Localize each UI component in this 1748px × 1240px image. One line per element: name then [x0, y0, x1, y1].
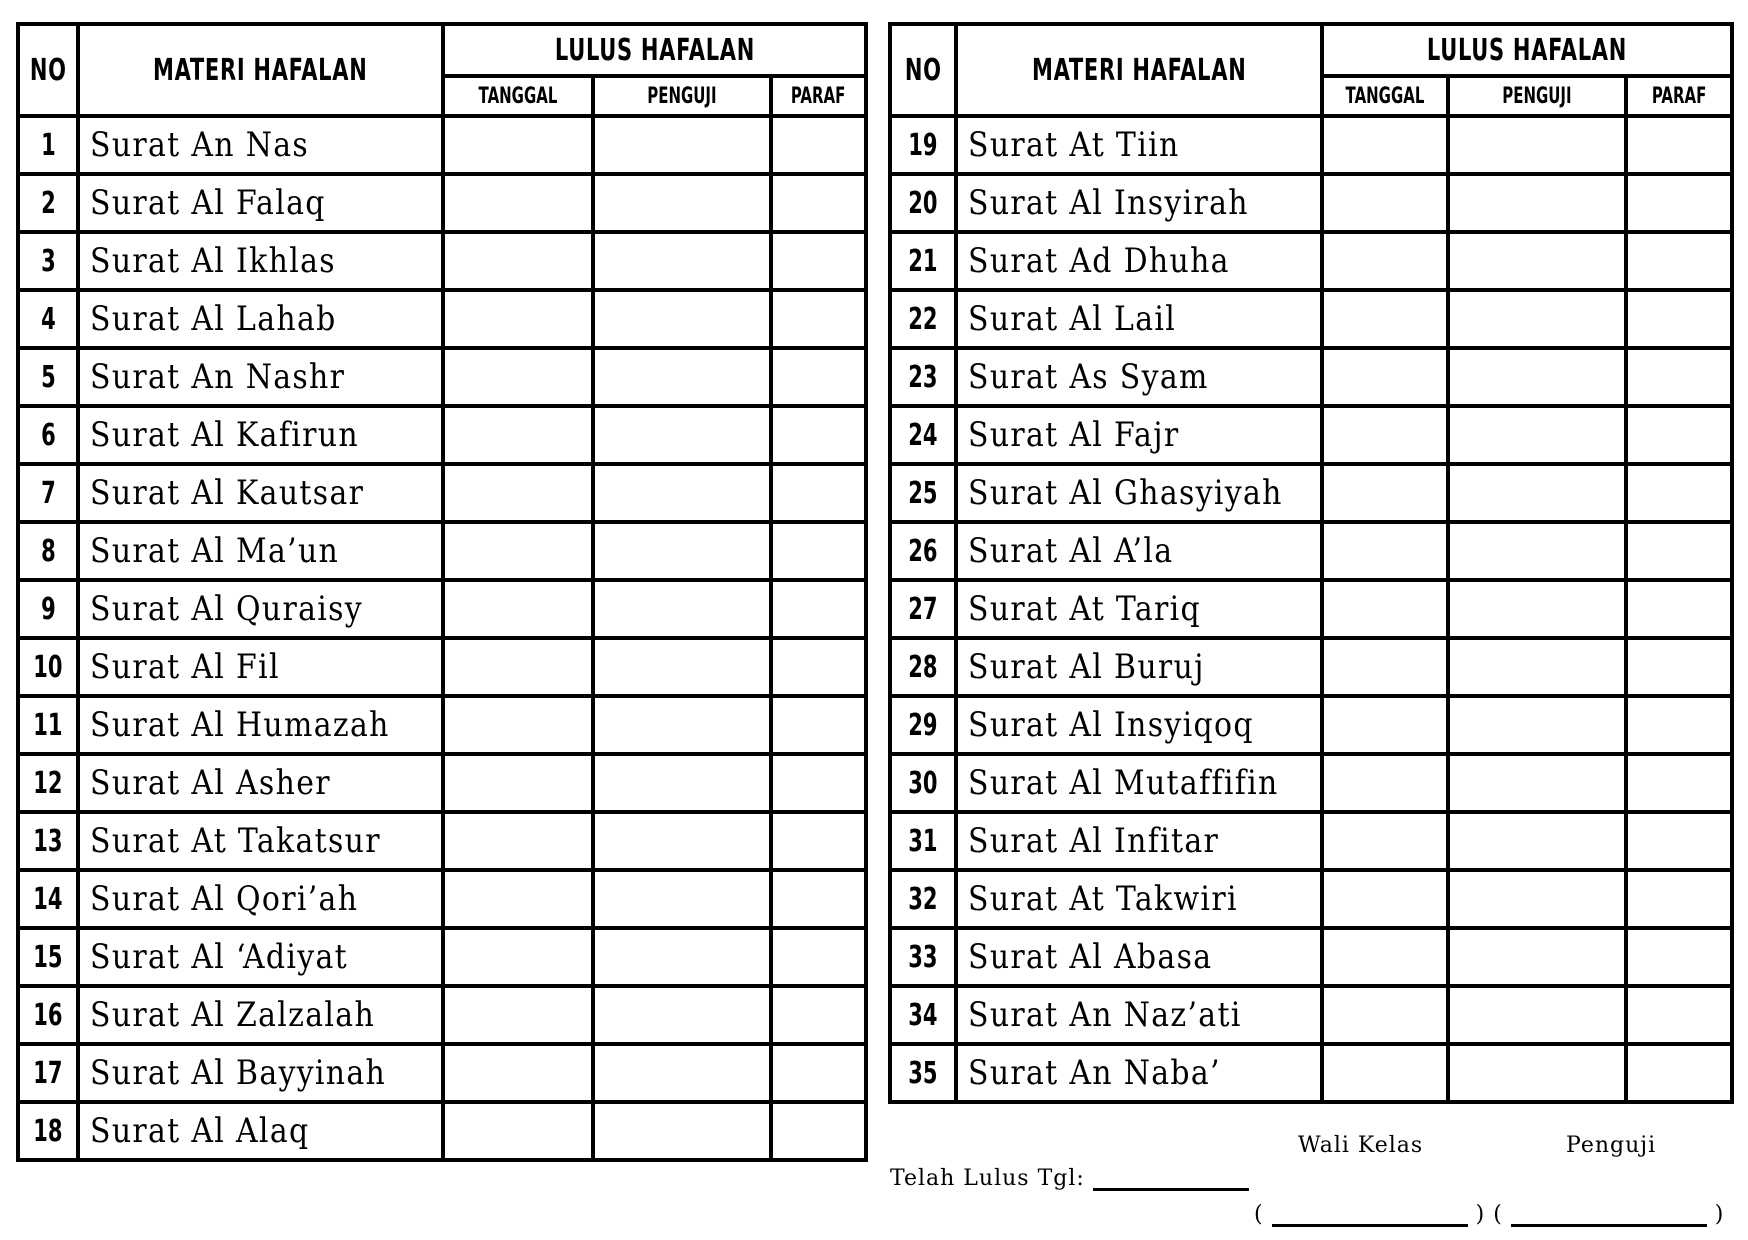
row-paraf-cell[interactable] [1626, 174, 1732, 232]
row-paraf-cell[interactable] [1626, 116, 1732, 174]
table-row [18, 928, 866, 986]
row-paraf-cell[interactable] [771, 116, 866, 174]
table-row [890, 812, 1732, 870]
row-penguji-cell[interactable] [1448, 232, 1626, 290]
row-number: 33 [890, 928, 956, 986]
row-tanggal-cell[interactable] [443, 638, 593, 696]
row-materi: Surat As Syam [956, 348, 1322, 406]
row-materi: Surat Al Zalzalah [78, 986, 443, 1044]
row-tanggal-cell[interactable] [1322, 1044, 1448, 1102]
table-row [890, 348, 1732, 406]
row-penguji-cell[interactable] [1448, 754, 1626, 812]
table-row [18, 754, 866, 812]
table-row [18, 638, 866, 696]
row-paraf-cell[interactable] [771, 754, 866, 812]
row-materi: Surat An Naba’ [956, 1044, 1322, 1102]
row-number: 25 [890, 464, 956, 522]
row-tanggal-cell[interactable] [1322, 348, 1448, 406]
row-materi: Surat Al Fajr [956, 406, 1322, 464]
signature-row [1254, 1202, 1724, 1227]
table-row [18, 1044, 866, 1102]
row-penguji-cell[interactable] [593, 1102, 771, 1160]
row-penguji-cell[interactable] [593, 464, 771, 522]
row-penguji-cell[interactable] [593, 1044, 771, 1102]
row-tanggal-cell[interactable] [1322, 812, 1448, 870]
row-number: 28 [890, 638, 956, 696]
table-row [890, 464, 1732, 522]
telah-lulus-label: Telah Lulus Tgl: [890, 1166, 1085, 1191]
row-number: 17 [18, 1044, 78, 1102]
row-tanggal-cell[interactable] [1322, 870, 1448, 928]
header-no: NO [890, 24, 956, 116]
row-number: 34 [890, 986, 956, 1044]
row-tanggal-cell[interactable] [443, 986, 593, 1044]
row-penguji-cell[interactable] [1448, 348, 1626, 406]
row-paraf-cell[interactable] [771, 696, 866, 754]
table-row [18, 580, 866, 638]
hafalan-table-left [16, 22, 868, 1162]
row-materi: Surat Al ‘Adiyat [78, 928, 443, 986]
row-penguji-cell[interactable] [593, 638, 771, 696]
table-row [890, 116, 1732, 174]
row-materi: Surat At Takatsur [78, 812, 443, 870]
header-lulus: LULUS HAFALAN [443, 24, 866, 76]
row-materi: Surat At Tiin [956, 116, 1322, 174]
row-paraf-cell[interactable] [1626, 696, 1732, 754]
row-number: 31 [890, 812, 956, 870]
row-tanggal-cell[interactable] [443, 1044, 593, 1102]
row-paraf-cell[interactable] [1626, 928, 1732, 986]
row-materi: Surat Al Abasa [956, 928, 1322, 986]
row-penguji-cell[interactable] [1448, 580, 1626, 638]
row-tanggal-cell[interactable] [443, 232, 593, 290]
row-penguji-cell[interactable] [1448, 696, 1626, 754]
close-paren: ) [1475, 1202, 1486, 1227]
row-number: 23 [890, 348, 956, 406]
row-tanggal-cell[interactable] [1322, 232, 1448, 290]
row-penguji-cell[interactable] [1448, 638, 1626, 696]
row-materi: Surat Ad Dhuha [956, 232, 1322, 290]
row-tanggal-cell[interactable] [1322, 464, 1448, 522]
row-number: 29 [890, 696, 956, 754]
row-materi: Surat Al Lahab [78, 290, 443, 348]
telah-lulus-blank[interactable] [1093, 1168, 1249, 1191]
row-number: 13 [18, 812, 78, 870]
table-row [18, 812, 866, 870]
header-penguji: PENGUJI [1448, 76, 1626, 116]
close-paren: ) [1714, 1202, 1725, 1227]
row-materi: Surat An Naz’ati [956, 986, 1322, 1044]
row-number: 3 [18, 232, 78, 290]
row-paraf-cell[interactable] [771, 1044, 866, 1102]
row-penguji-cell[interactable] [1448, 870, 1626, 928]
row-materi: Surat Al Humazah [78, 696, 443, 754]
row-materi: Surat At Tariq [956, 580, 1322, 638]
row-penguji-cell[interactable] [593, 986, 771, 1044]
row-number: 30 [890, 754, 956, 812]
row-penguji-cell[interactable] [1448, 1044, 1626, 1102]
table-row [890, 754, 1732, 812]
row-penguji-cell[interactable] [593, 290, 771, 348]
row-paraf-cell[interactable] [1626, 522, 1732, 580]
row-tanggal-cell[interactable] [1322, 290, 1448, 348]
header-materi: MATERI HAFALAN [956, 24, 1322, 116]
row-penguji-cell[interactable] [593, 754, 771, 812]
header-paraf: PARAF [771, 76, 866, 116]
header-tanggal: TANGGAL [443, 76, 593, 116]
row-materi: Surat Al Quraisy [78, 580, 443, 638]
row-penguji-cell[interactable] [593, 812, 771, 870]
row-number: 8 [18, 522, 78, 580]
row-paraf-cell[interactable] [1626, 638, 1732, 696]
penguji-label: Penguji [1566, 1133, 1657, 1158]
row-number: 1 [18, 116, 78, 174]
header-lulus: LULUS HAFALAN [1322, 24, 1732, 76]
row-number: 4 [18, 290, 78, 348]
row-paraf-cell[interactable] [771, 638, 866, 696]
row-materi: Surat Al Ma’un [78, 522, 443, 580]
row-paraf-cell[interactable] [1626, 870, 1732, 928]
table-row [18, 116, 866, 174]
row-paraf-cell[interactable] [771, 1102, 866, 1160]
row-number: 26 [890, 522, 956, 580]
telah-lulus-row [890, 1166, 1249, 1191]
table-row [890, 1044, 1732, 1102]
row-paraf-cell[interactable] [771, 812, 866, 870]
row-number: 35 [890, 1044, 956, 1102]
table-row [18, 232, 866, 290]
wali-kelas-signature-blank[interactable] [1272, 1204, 1468, 1227]
hafalan-table-right [888, 22, 1734, 1104]
row-tanggal-cell[interactable] [443, 348, 593, 406]
row-materi: Surat Al Kautsar [78, 464, 443, 522]
row-tanggal-cell[interactable] [443, 928, 593, 986]
table-row [890, 522, 1732, 580]
open-paren: ( [1493, 1202, 1503, 1227]
row-penguji-cell[interactable] [1448, 116, 1626, 174]
row-penguji-cell[interactable] [1448, 928, 1626, 986]
header-paraf: PARAF [1626, 76, 1732, 116]
row-paraf-cell[interactable] [1626, 1044, 1732, 1102]
table-row [18, 348, 866, 406]
header-tanggal: TANGGAL [1322, 76, 1448, 116]
row-paraf-cell[interactable] [771, 870, 866, 928]
header-materi: MATERI HAFALAN [78, 24, 443, 116]
row-materi: Surat An Nashr [78, 348, 443, 406]
table-row [890, 406, 1732, 464]
row-penguji-cell[interactable] [593, 116, 771, 174]
row-number: 2 [18, 174, 78, 232]
row-tanggal-cell[interactable] [1322, 580, 1448, 638]
row-number: 12 [18, 754, 78, 812]
row-penguji-cell[interactable] [1448, 290, 1626, 348]
row-tanggal-cell[interactable] [1322, 116, 1448, 174]
row-tanggal-cell[interactable] [1322, 754, 1448, 812]
row-penguji-cell[interactable] [1448, 986, 1626, 1044]
table-row [18, 1102, 866, 1160]
row-paraf-cell[interactable] [1626, 580, 1732, 638]
header-no: NO [18, 24, 78, 116]
row-number: 21 [890, 232, 956, 290]
wali-kelas-label: Wali Kelas [1298, 1133, 1424, 1158]
row-materi: Surat Al Ghasyiyah [956, 464, 1322, 522]
row-penguji-cell[interactable] [1448, 406, 1626, 464]
penguji-signature-blank[interactable] [1511, 1204, 1707, 1227]
table-row [890, 986, 1732, 1044]
row-tanggal-cell[interactable] [1322, 522, 1448, 580]
header-penguji: PENGUJI [593, 76, 771, 116]
row-penguji-cell[interactable] [593, 696, 771, 754]
table-row [890, 580, 1732, 638]
row-paraf-cell[interactable] [1626, 464, 1732, 522]
row-penguji-cell[interactable] [1448, 522, 1626, 580]
row-paraf-cell[interactable] [771, 580, 866, 638]
row-number: 27 [890, 580, 956, 638]
row-number: 11 [18, 696, 78, 754]
row-materi: Surat Al Asher [78, 754, 443, 812]
row-paraf-cell[interactable] [1626, 754, 1732, 812]
row-penguji-cell[interactable] [1448, 174, 1626, 232]
row-tanggal-cell[interactable] [443, 870, 593, 928]
row-number: 22 [890, 290, 956, 348]
row-materi: Surat Al Insyiqoq [956, 696, 1322, 754]
row-materi: Surat Al Insyirah [956, 174, 1322, 232]
row-penguji-cell[interactable] [593, 174, 771, 232]
row-paraf-cell[interactable] [1626, 812, 1732, 870]
row-materi: Surat Al Kafirun [78, 406, 443, 464]
row-penguji-cell[interactable] [593, 580, 771, 638]
row-materi: Surat Al Bayyinah [78, 1044, 443, 1102]
row-materi: Surat At Takwiri [956, 870, 1322, 928]
table-row [18, 290, 866, 348]
table-row [18, 522, 866, 580]
row-penguji-cell[interactable] [593, 522, 771, 580]
row-tanggal-cell[interactable] [443, 290, 593, 348]
table-row [18, 464, 866, 522]
table-row [890, 928, 1732, 986]
row-tanggal-cell[interactable] [443, 812, 593, 870]
row-tanggal-cell[interactable] [443, 754, 593, 812]
row-penguji-cell[interactable] [1448, 464, 1626, 522]
row-tanggal-cell[interactable] [1322, 696, 1448, 754]
row-tanggal-cell[interactable] [443, 522, 593, 580]
table-row [890, 174, 1732, 232]
row-materi: Surat Al Ikhlas [78, 232, 443, 290]
row-materi: Surat Al Buruj [956, 638, 1322, 696]
row-paraf-cell[interactable] [1626, 986, 1732, 1044]
row-tanggal-cell[interactable] [1322, 638, 1448, 696]
row-paraf-cell[interactable] [1626, 348, 1732, 406]
table-row [18, 696, 866, 754]
row-paraf-cell[interactable] [771, 174, 866, 232]
open-paren: ( [1254, 1202, 1264, 1227]
row-paraf-cell[interactable] [1626, 406, 1732, 464]
row-number: 5 [18, 348, 78, 406]
table-row [890, 638, 1732, 696]
table-row [890, 232, 1732, 290]
row-tanggal-cell[interactable] [1322, 986, 1448, 1044]
row-number: 7 [18, 464, 78, 522]
row-tanggal-cell[interactable] [443, 406, 593, 464]
row-paraf-cell[interactable] [771, 928, 866, 986]
row-paraf-cell[interactable] [1626, 290, 1732, 348]
row-tanggal-cell[interactable] [443, 696, 593, 754]
row-paraf-cell[interactable] [771, 406, 866, 464]
row-paraf-cell[interactable] [771, 986, 866, 1044]
row-paraf-cell[interactable] [771, 290, 866, 348]
row-number: 24 [890, 406, 956, 464]
row-number: 32 [890, 870, 956, 928]
row-materi: Surat Al Mutaffifin [956, 754, 1322, 812]
row-materi: Surat Al Lail [956, 290, 1322, 348]
row-tanggal-cell[interactable] [443, 116, 593, 174]
row-materi: Surat An Nas [78, 116, 443, 174]
row-penguji-cell[interactable] [593, 928, 771, 986]
row-number: 18 [18, 1102, 78, 1160]
table-row [18, 870, 866, 928]
row-number: 15 [18, 928, 78, 986]
row-tanggal-cell[interactable] [443, 1102, 593, 1160]
row-penguji-cell[interactable] [593, 348, 771, 406]
row-number: 6 [18, 406, 78, 464]
row-tanggal-cell[interactable] [443, 580, 593, 638]
row-penguji-cell[interactable] [593, 232, 771, 290]
row-number: 10 [18, 638, 78, 696]
row-paraf-cell[interactable] [1626, 232, 1732, 290]
row-number: 19 [890, 116, 956, 174]
table-row [890, 290, 1732, 348]
row-paraf-cell[interactable] [771, 522, 866, 580]
row-tanggal-cell[interactable] [1322, 406, 1448, 464]
row-penguji-cell[interactable] [1448, 812, 1626, 870]
row-tanggal-cell[interactable] [443, 464, 593, 522]
row-number: 16 [18, 986, 78, 1044]
table-row [18, 174, 866, 232]
row-tanggal-cell[interactable] [1322, 174, 1448, 232]
row-penguji-cell[interactable] [593, 870, 771, 928]
row-penguji-cell[interactable] [593, 406, 771, 464]
row-paraf-cell[interactable] [771, 232, 866, 290]
row-paraf-cell[interactable] [771, 348, 866, 406]
row-number: 20 [890, 174, 956, 232]
row-materi: Surat Al Infitar [956, 812, 1322, 870]
row-materi: Surat Al A’la [956, 522, 1322, 580]
row-tanggal-cell[interactable] [443, 174, 593, 232]
row-materi: Surat Al Qori’ah [78, 870, 443, 928]
row-materi: Surat Al Alaq [78, 1102, 443, 1160]
table-row [890, 696, 1732, 754]
row-number: 14 [18, 870, 78, 928]
row-number: 9 [18, 580, 78, 638]
row-materi: Surat Al Falaq [78, 174, 443, 232]
table-row [18, 986, 866, 1044]
row-materi: Surat Al Fil [78, 638, 443, 696]
row-tanggal-cell[interactable] [1322, 928, 1448, 986]
table-row [890, 870, 1732, 928]
row-paraf-cell[interactable] [771, 464, 866, 522]
table-row [18, 406, 866, 464]
